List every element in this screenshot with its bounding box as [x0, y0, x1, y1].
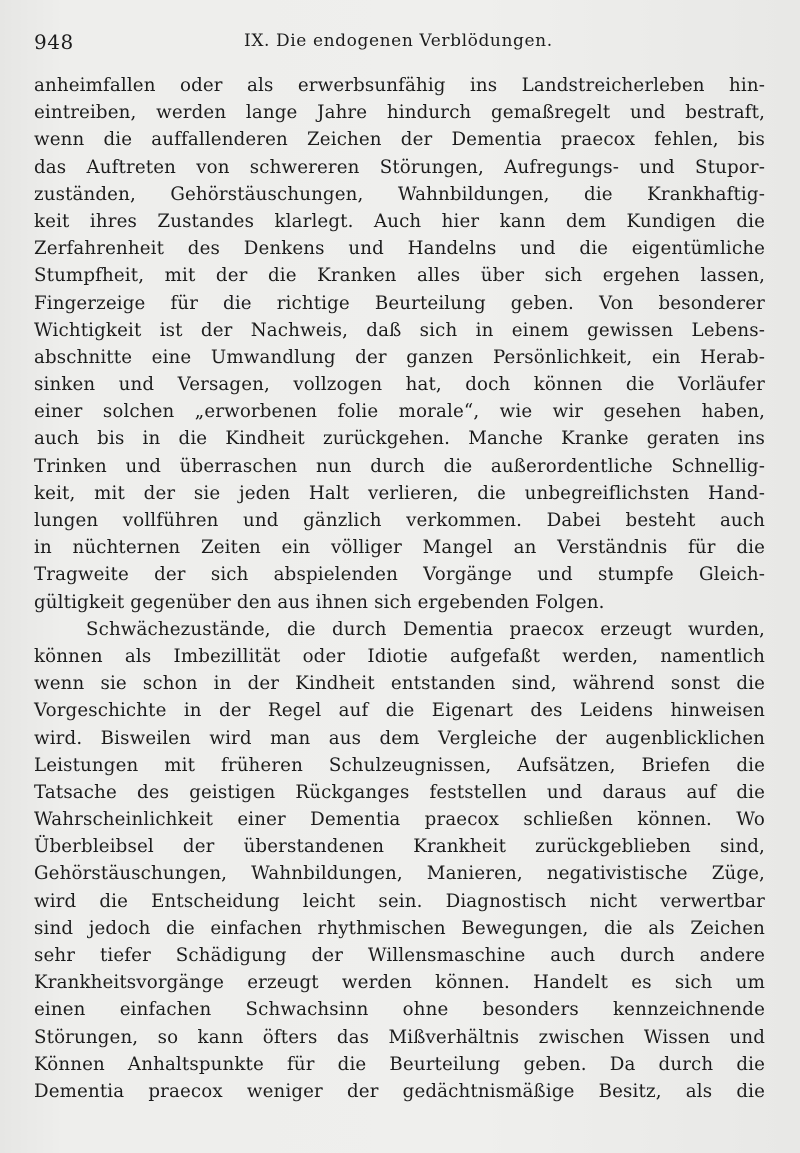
body-text — [34, 72, 765, 1105]
text-line: Gehörstäuschungen, Wahnbildungen, Manieren, negativistische Züge, — [34, 863, 765, 885]
text-line: wird. Bisweilen wird man aus dem Vergleiche der augenblicklichen — [34, 727, 765, 749]
text-line: eintreiben, werden lange Jahre hindurch gemaßregelt und bestraft, — [34, 102, 765, 124]
text-line: Krankheitsvorgänge erzeugt werden können. Handelt es sich um — [34, 972, 765, 994]
text-line: lungen vollführen und gänzlich verkommen. Dabei besteht auch — [34, 510, 765, 531]
text-line: sehr tiefer Schädigung der Willensmaschine auch durch andere — [34, 945, 765, 966]
text-line: wird die Entscheidung leicht sein. Diagnostisch nicht verwertbar — [34, 890, 765, 912]
text-line: keit ihres Zustandes klarlegt. Auch hier kann dem Kundigen die — [34, 210, 765, 232]
text-line: wenn sie schon in der Kindheit entstanden sind, während sonst die — [34, 673, 765, 695]
text-line: sind jedoch die einfachen rhythmischen Bewegungen, die als Zeichen — [34, 917, 765, 939]
page-number: 948 — [34, 30, 74, 54]
text-line: in nüchternen Zeiten ein völliger Mangel an Verständnis für die — [34, 537, 765, 559]
running-head: IX. Die endogenen Verblödungen. — [244, 31, 553, 51]
text-line: Fingerzeige für die richtige Beurteilung geben. Von besonderer — [34, 292, 765, 314]
page-header — [34, 30, 764, 60]
text-line: wenn die auffallenderen Zeichen der Dementia praecox fehlen, bis — [34, 129, 765, 151]
paragraph-end-line: gültigkeit gegenüber den aus ihnen sich ergebenden Folgen. — [34, 591, 605, 613]
text-line: Dementia praecox weniger der gedächtnismäßige Besitz, als die — [34, 1080, 765, 1102]
text-line: Zerfahrenheit des Denkens und Handelns und die eigentümliche — [34, 238, 765, 260]
text-line: einen einfachen Schwachsinn ohne besonders kennzeichnende — [34, 999, 765, 1021]
text-line: Störungen, so kann öfters das Mißverhältnis zwischen Wissen und — [34, 1026, 765, 1048]
text-line: Wichtigkeit ist der Nachweis, daß sich in einem gewissen Lebens- — [34, 319, 765, 341]
text-line: Tatsache des geistigen Rückganges feststellen und daraus auf die — [34, 781, 765, 803]
text-line: keit, mit der sie jeden Halt verlieren, die unbegreiflichsten Hand- — [34, 482, 765, 504]
text-line: Wahrscheinlichkeit einer Dementia praecox schließen können. Wo — [34, 809, 765, 831]
paragraph-start-line: Schwächezustände, die durch Dementia praecox erzeugt wurden, — [86, 618, 765, 640]
text-line: Vorgeschichte in der Regel auf die Eigenart des Leidens hinweisen — [34, 700, 765, 722]
text-line: können als Imbezillität oder Idiotie aufgefaßt werden, namentlich — [34, 645, 765, 667]
text-line: Trinken und überraschen nun durch die außerordentliche Schnellig- — [34, 455, 765, 477]
text-line: Überbleibsel der überstandenen Krankheit zurückgeblieben sind, — [34, 836, 765, 858]
text-line: sinken und Versagen, vollzogen hat, doch können die Vorläufer — [34, 374, 765, 396]
text-line: zuständen, Gehörstäuschungen, Wahnbildungen, die Krankhaftig- — [34, 183, 765, 205]
text-line: auch bis in die Kindheit zurückgehen. Manche Kranke geraten ins — [34, 428, 765, 450]
text-line: Stumpfheit, mit der die Kranken alles über sich ergehen lassen, — [34, 265, 765, 287]
text-line: einer solchen „erworbenen folie morale“, wie wir gesehen haben, — [34, 401, 765, 423]
text-line: das Auftreten von schwereren Störungen, Aufregungs- und Stupor- — [34, 156, 765, 178]
text-line: Können Anhaltspunkte für die Beurteilung geben. Da durch die — [34, 1053, 765, 1075]
text-line: Tragweite der sich abspielenden Vorgänge und stumpfe Gleich- — [34, 564, 765, 586]
text-line: Leistungen mit früheren Schulzeugnissen, Aufsätzen, Briefen die — [34, 754, 765, 776]
text-line: anheimfallen oder als erwerbsunfähig ins Landstreicherleben hin- — [34, 75, 765, 96]
text-line: abschnitte eine Umwandlung der ganzen Persönlichkeit, ein Herab- — [34, 346, 765, 368]
